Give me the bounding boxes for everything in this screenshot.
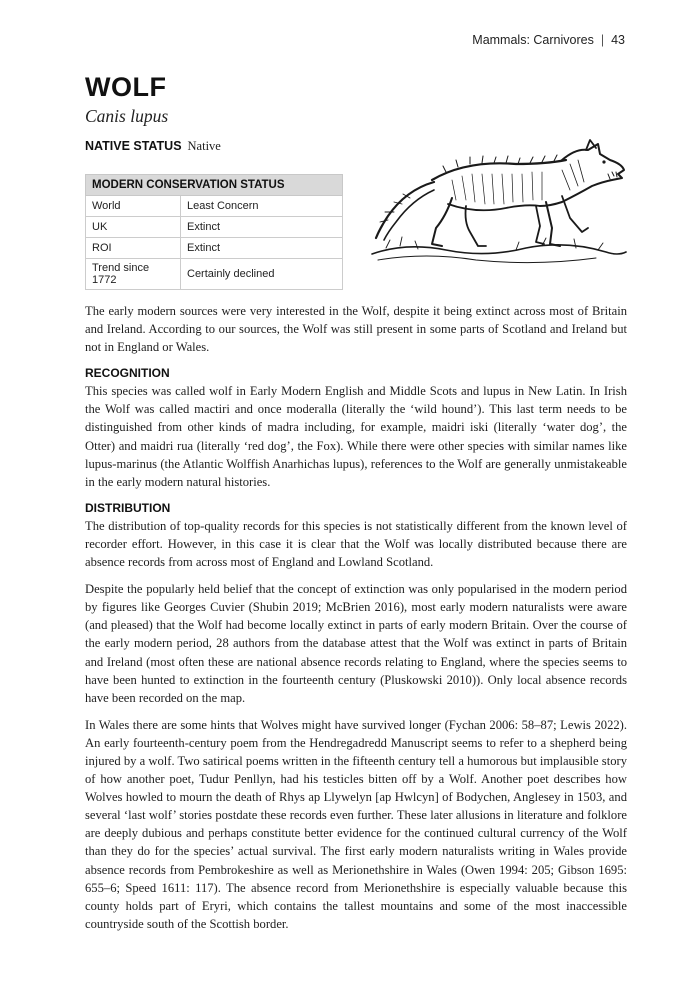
distribution-heading: DISTRIBUTION: [85, 500, 171, 515]
intro-paragraph: The early modern sources were very interested in the Wolf, despite it being extinct across most of Britain and Ireland. According to our sources, the Wolf was still present in some parts of Scotland and Ireland but not in England or Wales.: [85, 304, 627, 355]
region-cell: ROI: [86, 238, 181, 259]
status-cell: Extinct: [181, 238, 343, 259]
native-status-label: NATIVE STATUS: [85, 139, 182, 153]
status-cell: Least Concern: [181, 196, 343, 217]
running-header: [472, 33, 625, 47]
region-cell: Trend since 1772: [86, 259, 181, 290]
table-row: [86, 238, 343, 259]
native-status-value: Native: [187, 139, 221, 153]
distribution-paragraph-2: Despite the popularly held belief that the concept of extinction was only popularised in the modern period by figures like Georges Cuvier (Shubin 2019; McBrien 2016), most early modern naturalists were aware (and pleased) that the Wolf had become locally extinct in parts of early modern Britain. Over the course of the early modern period, 28 authors from the database attest that the Wolf was extinct in parts of Britain and Ireland (most often these are national absence records relating to England, where the species seems to have been hunted to extinction in the fourteenth century (Pluskowski 2010)). Only local absence records have been recorded on the map.: [85, 582, 627, 705]
header-separator: |: [600, 33, 605, 47]
table-row: [86, 259, 343, 290]
article-body: [85, 302, 627, 942]
species-common-name: WOLF: [85, 72, 167, 102]
species-latin-name: Canis lupus: [85, 106, 169, 126]
table-row: [86, 217, 343, 238]
status-cell: Extinct: [181, 217, 343, 238]
page-number: 43: [611, 33, 625, 47]
distribution-paragraph-3: In Wales there are some hints that Wolves might have survived longer (Fychan 2006: 58–87; Lewis 2022). An early fourteenth-century poem from the Hendregadredd Manuscript seems to refer to a shepherd being injured by a wolf. Two satirical poems written in the fifteenth century tell a humorous but implausible story of how another poet, Tudur Penllyn, had his testicles bitten off by a Wolf. Another poet describes how Wolves howled to mourn the death of Rhys ap Llywelyn [ap Hwlcyn] of Bodychen, Anglesey in 1503, and several ‘last wolf’ stories postdate these records even further. These later allusions in literature and folklore are deeply dubious and perhaps constitute better evidence for the continued cultural currency of the Wolf than they do for the species’ actual survival. The first early modern naturalists writing in Wales provide absence records from Pembrokeshire as well as Merionethshire in Wales (Owen 1994: 205; Gibson 1695: 655–6; Speed 1611: 117). The absence record from Merionethshire is especially valuable because this county holds part of Eryri, which contains the tallest mountains and some of the most inaccessible countryside south of the Scottish border.: [85, 717, 627, 931]
native-status: [85, 139, 221, 154]
wolf-woodcut-illustration: [366, 120, 632, 280]
recognition-paragraph: This species was called wolf in Early Modern English and Middle Scots and lupus in New Latin. In Irish the Wolf was called mactiri and once moderalla (literally the ‘wild hound’). This last term needs to be distinguished from other kinds of madra including, for example, maidri iski (literally ‘water dog’, the Otter) and maidri rua (literally ‘red dog’, the Fox). While there were other species with similar names like lupus-marinus (the Atlantic Wolffish Anarhichas lupus), references to the Wolf are generally unmistakeable in the early modern natural histories.: [85, 384, 627, 489]
recognition-heading: RECOGNITION: [85, 366, 170, 381]
conservation-table-heading: MODERN CONSERVATION STATUS: [86, 175, 343, 196]
conservation-status-table: [85, 174, 343, 290]
status-cell: Certainly declined: [181, 259, 343, 290]
region-cell: World: [86, 196, 181, 217]
section-title: Mammals: Carnivores: [472, 33, 594, 47]
region-cell: UK: [86, 217, 181, 238]
table-row: [86, 196, 343, 217]
distribution-paragraph-1: The distribution of top-quality records for this species is not statistically different from the known level of recorder effort. However, in this case it is clear that the Wolf was locally distributed because there are absence records from across most of England and Lowland Scotland.: [85, 518, 627, 570]
